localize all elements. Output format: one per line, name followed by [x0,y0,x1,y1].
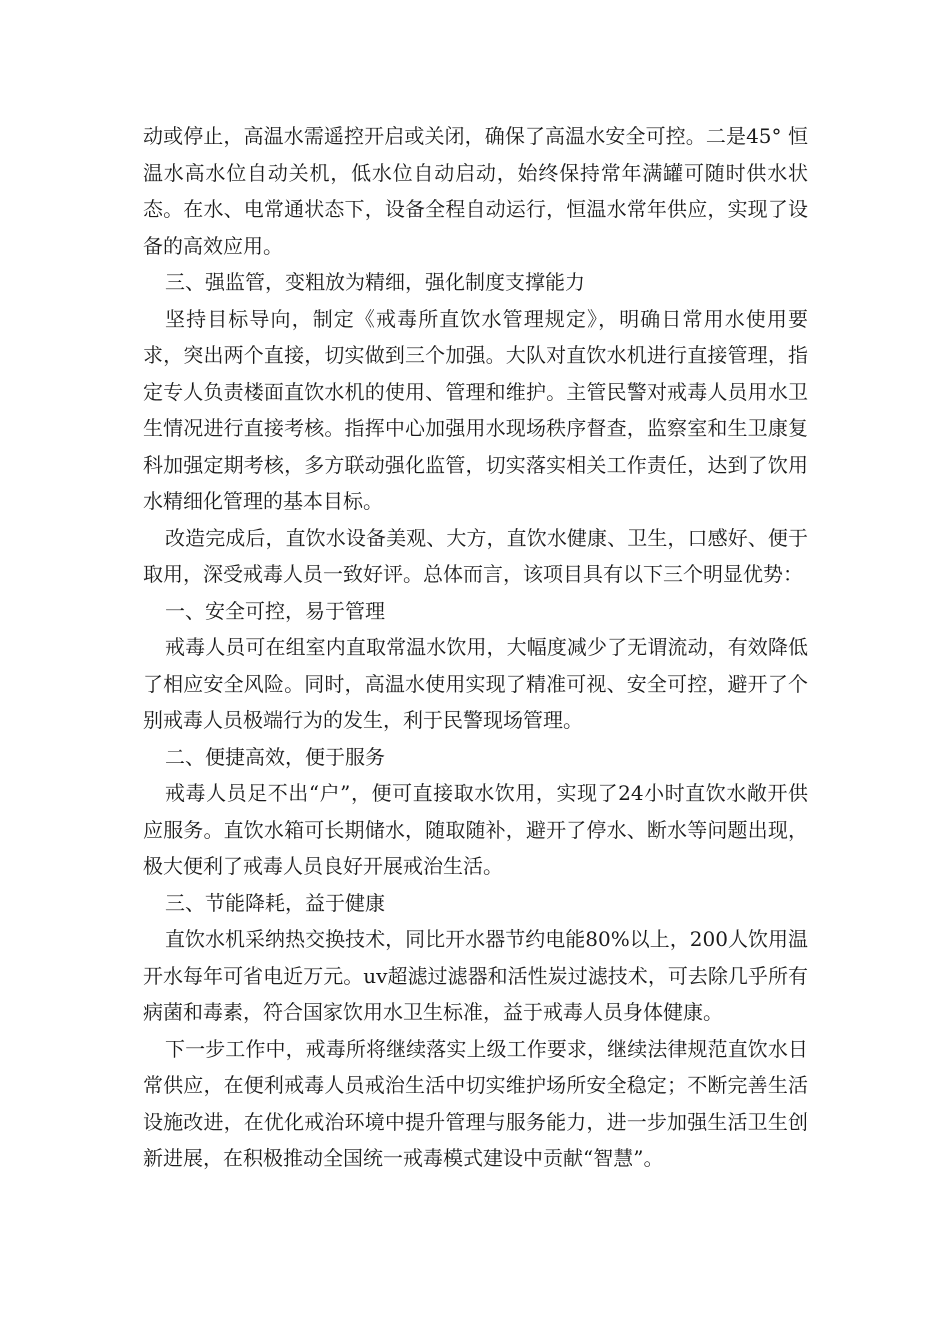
paragraph-next-steps: 下一步工作中，戒毒所将继续落实上级工作要求，继续法律规范直饮水日常供应，在便利戒毒人员戒治生活中切实维护场所安全稳定；不断完善生活设施改进，在优化戒治环境中提升管理与服务能力，进一步加强生活卫生创新进展，在积极推动全国统一戒毒模式建设中贡献“智慧”。 [143,1036,808,1170]
paragraph-safety: 戒毒人员可在组室内直取常温水饮用，大幅度减少了无谓流动，有效降低了相应安全风险。同时，高温水使用实现了精准可视、安全可控，避开了个别戒毒人员极端行为的发生，利于民警现场管理。 [143,635,808,732]
section-heading-safety: 一、安全可控，易于管理 [165,598,385,623]
section-heading-convenience: 二、便捷高效，便于服务 [165,744,385,769]
section-heading-energy: 三、节能降耗，益于健康 [165,890,385,915]
paragraph-convenience: 戒毒人员足不出“户”，便可直接取水饮用，实现了24小时直饮水敞开供应服务。直饮水箱可长期储水，随取随补，避开了停水、断水等问题出现，极大便利了戒毒人员良好开展戒治生活。 [143,781,808,878]
document-page [143,118,808,1177]
paragraph-energy: 直饮水机采纳热交换技术，同比开水器节约电能80%以上，200人饮用温开水每年可省电近万元。uv超滤过滤器和活性炭过滤技术，可去除几乎所有病菌和毒素，符合国家饮用水卫生标准，益于戒毒人员身体健康。 [143,927,808,1024]
paragraph-regulation: 坚持目标导向，制定《戒毒所直饮水管理规定》，明确日常用水使用要求，突出两个直接，切实做到三个加强。大队对直饮水机进行直接管理，指定专人负责楼面直饮水机的使用、管理和维护。主管民警对戒毒人员用水卫生情况进行直接考核。指挥中心加强用水现场秩序督查，监察室和生卫康复科加强定期考核，多方联动强化监管，切实落实相关工作责任，达到了饮用水精细化管理的基本目标。 [143,306,808,513]
section-heading-supervision: 三、强监管，变粗放为精细，强化制度支撑能力 [165,270,585,294]
paragraph-summary: 改造完成后，直饮水设备美观、大方，直饮水健康、卫生，口感好、便于取用，深受戒毒人员一致好评。总体而言，该项目具有以下三个明显优势： [143,525,808,586]
paragraph-continuation: 动或停止，高温水需遥控开启或关闭，确保了高温水安全可控。二是45° 恒温水高水位自动关机，低水位自动启动，始终保持常年满罐可随时供水状态。在水、电常通状态下，设备全程自动运行，恒温水常年供应，实现了设备的高效应用。 [143,124,808,258]
